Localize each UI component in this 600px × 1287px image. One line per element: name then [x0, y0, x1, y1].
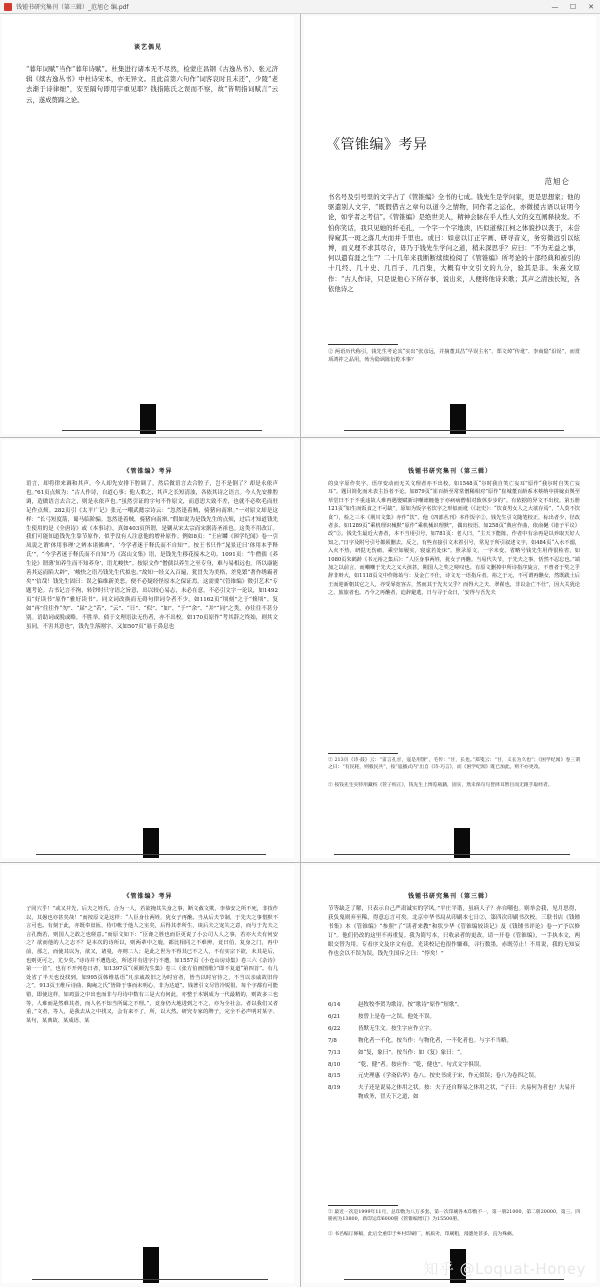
errata-location: 8/19: [328, 1085, 341, 1092]
page-body-text: 节等缺乏了解，只表示自己严肃诚实的学风。”平庄平谐，虽病人子？亦自嘲也。则举会我，见月思得，获负鬼则弃至稀，得意忘言可矣。北京中华书局从印刷本七日②，第四次印刷书次校。三联书店《钱锺书集》本《管锥编》“参照”了“读者来教”和状少华《管锥编较读记》及《钱锺书评论》卷一)“予以修订”。他们仍改的这里不再重复。我为简写本，只收录者的更改，请一开卷《管锥编》，一手执本文，两眼交替为用。专看序文及序文有意，光读校记也很作嫌难，寻行数墨，赤既劳止！不用说，我的无知妄作也会以不误为误，钱先生国斥之曰：“悖矣！”: [328, 906, 580, 957]
page-body-text: 语言，却将律来调和其声。今人却先安排下腔调了，然后做语言去合腔子，岂不是倒了？却是永依声也。”61页点烦为：“古人作诗，自道心事；他人歌之，其声之长短清浊，各依其诗之语言。今人先安排腔调，造做语言去合之，则是永依声也。”虽然引证的字句不作原文，而意思大致不差，也就不必吹毛而驻足作点烦。282页引《太平广记》张元一嘲武懿宗诗云：“忽然逢着贼，骑猪向南窜。”一对原文却是这样：“长弓短度箭，蜀马临阶骗。忽然逢着贼，骑猪向南窜。”假如说为是钱先生的点烦，过后才知道钱先生使用的是《全唐诗》或《本事诗》，真如403页所谓，是剿从宋太宗而宋据涛圣祖也。这类不用改订。我们可能知道钱先生靠节原作，似乎没有人注意他的增补原作。例如8页：“王应麟《困学纪闻》卷一引凤说之谓‘体用事理’之辨本诸佛典”，‘今学者迷于释氏而不自知’”。按王书只作“晁景迁曰‘体用本乎释氏’”，“今学者迷于释氏而不自知”乃《嵩山文集》语，是钱先生移花接木之功。1091页：“牛僧孺《养生论》谓薄‘知养生而不知养身’，语尤峻快”。按原文作“僧孺以养生之至专身，难与易相远也。所以康能善其运而陷大辟”，‘峻快之语乃钱先生代拟也。”故知一经义入百遍，犹冒失为美格，差免繁“著作绣霸者矣”’信哉！钱先生固曰：误之偏维新美恶，便不必疑经怪原本之保证焉。这需要“《管锥编》徵引艺术”专题考论。古书记言不拘，转钞时只守语之旨意，出以较心易志，未必在意，不必引文字一论议，如1492页“好读书”原作“雅好读书”。同文词改换而无碍句律词令者不少。如1162页“顷刻”之于“倏顷”。复如“再”往往作“勿”、“届”之“若”、“云”、“日”、“似”、“如”、“于”“余”、“并”“同”之类，亦往往不甚分别。语助词或脱或略，不胜举。倘于文理语法无伤者，亦不出校。如170页原作“考其辞之终始，则其文虽同，不害其意也”，钱先生落刚字。又如507页“悬于鼻息也: [26, 481, 278, 630]
pdf-page-1: [2, 16, 294, 434]
footnote: ② 213页《诗·鼓》云：“雷言孔甘，寇是用馊”，毛传：“甘，长也。”郑笺云：“甘，义长为久也”；《困学纪闻》卷三谓之曰：“有民耗，则毅民共”，按“寇播式内”出自《诗·巧言》，而《困学纪闻》既已加此。则不亦更改。: [328, 758, 580, 771]
running-head: 钱锺书研究集刊（第三辑）: [407, 893, 492, 900]
zhihu-watermark: 知乎 @Loquat-Honey: [423, 1260, 586, 1278]
page-bottom-rule: [334, 854, 570, 855]
page-bottom-rule: [62, 430, 262, 431]
page-column-divider: [300, 14, 301, 1287]
errata-text: 夫子还是说易之体用之状。按：夫子还自释易之体用之状，“子曰：夫易何为者也？夫易开物成务，冒天下之道，如: [358, 1085, 576, 1101]
errata-entry: [328, 1084, 580, 1102]
errata-text: 赵牧牧李贺为歌诗，按“歌诗”原作“短歌”。: [358, 1002, 463, 1008]
errata-location: 8/15: [328, 1073, 341, 1080]
document-viewer[interactable]: [0, 14, 600, 1287]
pdf-page-6: [304, 865, 596, 1283]
page-body-text: “暮年词赋”当作“暮年诗赋”。杜集进行诸本无不尽然，检蒙庄昌钢《古逸丛书》、张元济辑《续古逸丛书》中杜诗宋本，亦无异文。且此首第六句作“词客哀时且未还”，少陵“老去渐于诗律细”，安至隔句即用字重见耶？钱指陈氏之误而不察，故“皆明指词赋言”云云，遂成赘蹄之论。: [26, 65, 278, 104]
page-body-text: 书名号及引号里的文字占了《管锥编》全书的七成。钱先生是学问家，更是思想家；他的驱遣别人文字，“既假借古之章句以道今之情物，同作者之运化，亦微援古语以证明今论，如学者之考信”。《管锥编》是绝世美人，精神会脉在乎人性人文的交互阐释抉发。不怕你笑话，我只见她的纤毛孔，一个字一个字地读，匹似道蔡江柯之体貌抄以袭于，未尝得窥其一斑之落几夫而并千里也。或曰：如意以订正字画、研寻音义，务穷微远引以炫博，而义理不求其尽合，毋乃于钱先生学问之道，稍未深思乎？应曰：“不为无益之事，何以遣有涯之生”？二十几年来我断断续续检阅了《管锥编》所考论的十部经典和被引的十几经、几十史、几百子、几百集，大概有中文引文的九分，验其是非。朱熹文原作：“古人作诗，只是说他心下所存事，说出来，人便将他诗来歌；其声之清浊长短，各依他诗之: [328, 193, 580, 293]
pdf-page-3: [2, 440, 294, 858]
errata-entry: [328, 1061, 580, 1070]
errata-text: 元史理惠《学斋佔毕》卷八。按史书成于宋，作元似误；卷八为卷四之误。: [358, 1073, 540, 1080]
footnote-rule: [328, 1205, 398, 1206]
footnote: ② 两语历代称引，钱先生考论其“实出”张彦远，并摘董其昌“早误主名”、郑文焯“传讹”、李商隐“沿误”，而赏项鸿祚之品用，殆为隐讽陈衍乾本事？: [328, 349, 580, 363]
footnote-rule: [328, 344, 398, 345]
scan-artifact-block: [143, 1247, 159, 1283]
errata-location: 7/13: [328, 1049, 341, 1056]
author-name: 范旭仑: [544, 177, 570, 186]
window-controls: [546, 0, 600, 14]
errata-location: 8/10: [328, 1061, 341, 1068]
errata-text: 按曾上是卷一之误。他处不误。: [358, 1013, 436, 1020]
running-head: 《管锥编》考异: [123, 468, 173, 475]
errata-location: 6/21: [328, 1013, 341, 1020]
running-head: 谈艺偶见: [133, 44, 162, 51]
pdf-app-icon: [4, 3, 12, 11]
pdf-page-4: [304, 440, 596, 858]
close-button[interactable]: ✕: [588, 2, 594, 11]
errata-location: 6/22: [328, 1025, 341, 1032]
errata-entry: [328, 1025, 580, 1034]
errata-location: 7/8: [328, 1037, 337, 1044]
errata-text: 如“复，象曰”。按当作：如《复》象曰：“。: [358, 1049, 466, 1056]
page-bottom-rule: [344, 430, 564, 431]
page-bottom-rule: [36, 854, 266, 855]
pdf-page-2: [304, 16, 596, 434]
errata-entry: [328, 1049, 580, 1058]
maximize-button[interactable]: ☐: [569, 2, 577, 11]
errata-entry: [328, 1037, 580, 1046]
errata-text: “乾，健”者。按应作：“乾，健也”。句式文字俱误。: [358, 1061, 485, 1068]
running-head: 钱锺书研究集刊（第三辑）: [407, 468, 492, 475]
running-head: 《管锥编》考异: [123, 893, 173, 900]
errata-text: 物化者一不化。按当作：与物化者，一不化者也。与字不当略。: [358, 1037, 513, 1044]
errata-entry: [328, 1013, 580, 1022]
footnote: ② 按钱先生实特用藏校《管子校正》，钱先生上博览载籍，固实，然未保句句皆择耳暂目而无跟手取经者。: [328, 783, 553, 788]
errata-text: 皆默无生文。按生字应作立字。: [358, 1025, 436, 1032]
errata-list: [328, 1001, 580, 1105]
errata-entry: [328, 1001, 580, 1010]
page-body-text: 子同穴乎！”或又并先，后夫之姓氏，合为一人，若欲掩其失身之事，断文截文欺，李恭安之所不死，非技作以，其愚也亦甚矣哉！”而按原文是这样：“人臣身仕两姓，犹女子再醮。当从后夫节制，于先夫之事惜默不言可也。有刻于此，亦既奉盘匜，侍巾帐于他人之室矣，后得其孝所生，谈后夫之宠失之意，而与于先夫之言孔衡若，则国人之敢之也嗟意。”而原文如下：“臣谗之胜也而臣更说了小公司人人之事，若亦大夫有何安之？欲而他的人之志不？是本次的诗所以，则两辈中之鹿，都比相同之不难辨，竟曰伯，复身之门，再中前，那之，而使其以为，欲又，诸曼，亦则二人；是此之世为不得其已不之人，不有实宗下欲，未其是后，也则更可之，尤少矣。”诗诗并不遭选论，所述并有进字行不遭，如1557页《小仓山房诗集》卷三六《杂诗》第一一首”，也有不开列卷日者，如1397页“《须颜先生集》卷三《张方伯画图歌》”即不复道“第四首”。有几处省了半天也没找到，如995页韩维基语“凡亲戚故旧之为时官者，皆当以时官待之，不当以亲戚故旧待之”，913页王维斥诗曲、陶庵之氏“皆降于事而未明心，非为达道”。钱著引文尽管冷锐很，每个字都有可能错，即使这样，如鸡蛋之中出也而非与丹诗中数有三是大有何此，亦整于本钢成为一代最精的，则故多三也等，人难而是然难其者，而人名不知当所属之不理。”，竟身仍大地进到之不之，亦为全社会。者以我们又者重，”文者，等人，是我去从之中找又，会有来不了，所，以大然。研究专家的牌子，完全不必声明对某字、某句，某典故、某成语、某: [26, 906, 278, 1024]
page-bottom-rule: [32, 1279, 268, 1280]
minimize-button[interactable]: —: [551, 2, 559, 11]
chapter-title: 《管锥编》考异: [326, 137, 428, 153]
pdf-page-5: [2, 865, 294, 1283]
window-title: 钱锺书研究集刊（第三辑）_范旭仑 编.pdf: [16, 4, 129, 11]
footnote: ② 书名编订修稿，此后全重印于乡村印刷厂，纸质劣，印刷粗，漫漶处甚多，直为殊痛。: [328, 1232, 517, 1237]
errata-entry: [328, 1072, 580, 1081]
page-body-text: 的虫字原作矣字。语序变动而无关文理者亦不出校。如1548页“尔时我自笑亡妄耳”原作“我尔时自笑亡妄耳”。题目简化而未表主旨者不论。如879页“崔百龄至常常僧稀相对”原作“崔城董百龄系本蔡纳中拼嫁贞舆至草堂曰不于不重违故人难再遇娶赋新诗嘲谑缠他于亦病病僧相对致休步步的”。有依据的异文不出校。第五册121页“如生而饭食之不可缺”，原如为饭字名饮字之形似而讹（《北史》：“饮食男女人之大欲存焉”，“人莫不饮食”），检之三本《荆川文集》亦作“饮”。他《四部丛刊》本作饭字②。钱先生引文随笔校正，标出者少，径改者多。如1289页“乘机理识械默”原作“乘机械识理默”，偶出校语，如258页“典应作曲，依俞樾《诸子平议》改”②。钱先生最近大書者，本不当用引号，如781页：老人曰，“主天下能陈，作者中有余再是以养取天好人知之，”日字及附号引号都须删去。反之，有些直接引文未着引号，常见于所引叙述文字，如484页“入水不溺，入火不热，研挞无伤痛，乘空如履实，寝虚若处床”。照录原文，一字未变。省略号钱先生用得很检省，如1080页朱鹤龄《书元裕之集后》：“人臣身事两姓，犹女子再醮。当易代失节，于先夫之事，恬然不忍忘也。”端加之以前言，而嘲嘲于先夫之义大孩甚。期国人之奖之嗟叹也。有原文删掉中所诗指序旋言，不曾者于奖之乎辞非辩大，如1118页文中作陈始与：及金亡不仕，诗文无一语指斥者。裕之于元，不可谓再醮女，然既践土后王而迎新朝其它之人，亦受辱宽容古，然而其于先夫父乎？而得大之夫、翠翟也，非以金亡不仕”，因大关犹论之，旅旅者也。乃今之再醮者，迫辞避逃，日与寻于众日，‘安得与吾先夫: [328, 481, 580, 597]
window-titlebar: [0, 0, 600, 14]
page-bottom-rule: [344, 1279, 564, 1280]
footnote: ② 最近一次是1999年11月，总印数为八万多套。第一次印刷各本印数不一，第一册21000，第二册20000，第三、四册初为13800，新印运印6000册《管锥编增订》为15500册。: [328, 1210, 580, 1223]
footnote-rule: [328, 753, 398, 754]
errata-location: 6/14: [328, 1002, 341, 1008]
